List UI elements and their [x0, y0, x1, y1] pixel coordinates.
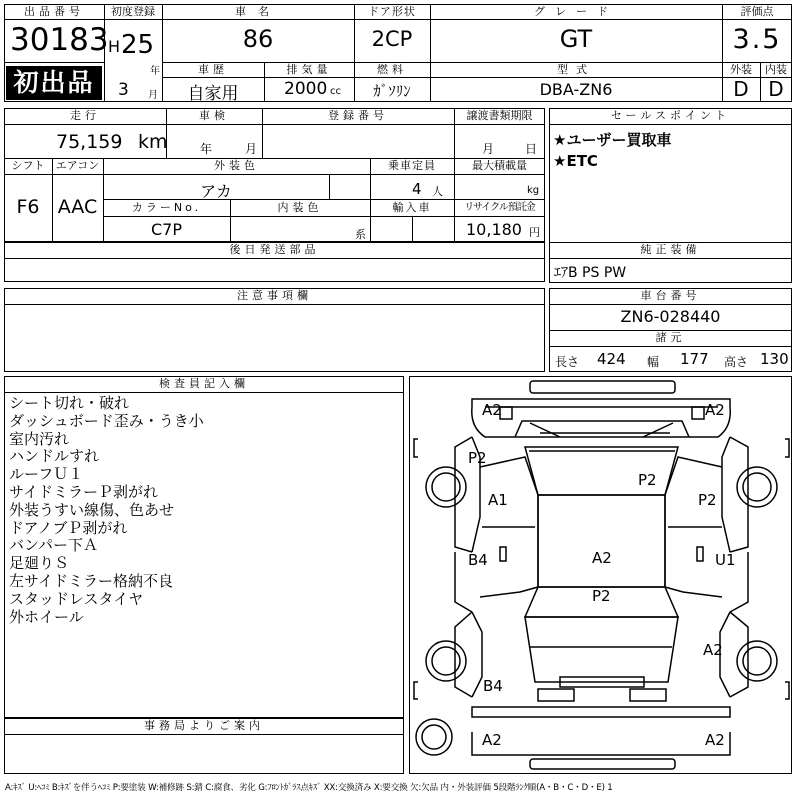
inspection-month-unit: 月 — [245, 142, 258, 156]
inspector-note: ダッシュボード歪み・うき小 — [9, 411, 204, 430]
capacity-label: 乗車定員 — [388, 159, 436, 172]
door-label: ドア形状 — [368, 5, 416, 18]
later-parts-label: 後日発送部品 — [229, 243, 320, 256]
color-no-label: カラーNo. — [131, 201, 202, 214]
chassis-label: 車台番号 — [640, 289, 701, 302]
first-reg-label: 初度登録 — [111, 5, 155, 18]
length-label: 長さ — [555, 355, 580, 369]
first-listing-badge: 初出品 — [6, 66, 102, 100]
width-label: 幅 — [647, 355, 660, 369]
load-unit: kg — [527, 185, 540, 196]
ac: AAC — [57, 196, 98, 218]
exterior-grade: D — [733, 77, 749, 101]
inspector-note: ドアノブＰ剥がれ — [9, 518, 128, 537]
inspector-note: ルーフＵ１ — [9, 465, 84, 484]
history-label: 車歴 — [198, 63, 228, 76]
ext-color: アカ — [200, 182, 232, 201]
damage-right-rear: A2 — [703, 641, 723, 659]
inspector-note: バンパー下Ａ — [9, 536, 98, 555]
details-block — [4, 108, 545, 242]
damage-roof: A2 — [592, 549, 612, 567]
shift: F6 — [16, 196, 40, 218]
fuel: ｶﾞｿﾘﾝ — [373, 82, 411, 100]
load-label: 最大積載量 — [472, 159, 527, 172]
displacement: 2000 — [284, 79, 328, 99]
history: 自家用 — [187, 84, 239, 104]
inspector-notes — [9, 395, 399, 626]
capacity: 4 — [412, 180, 422, 198]
damage-front-right: A2 — [705, 401, 725, 419]
interior-label: 内装 — [765, 63, 787, 76]
damage-hood-right: P2 — [638, 471, 657, 489]
lot-no-label: 出品番号 — [24, 5, 84, 18]
inspector-note: 足廻りＳ — [9, 554, 70, 573]
damage-right-fender: P2 — [698, 491, 717, 509]
recycle-label: リサイクル預託金 — [464, 202, 535, 213]
model-label: 型式 — [557, 63, 595, 76]
fuel-label: 燃料 — [377, 63, 407, 76]
import-label: 輸入車 — [392, 201, 432, 214]
damage-left-front-door: A1 — [488, 491, 508, 509]
era: H — [108, 37, 121, 56]
mileage: 75,159 — [56, 131, 123, 153]
reg-no-label: 登録番号 — [328, 109, 388, 122]
damage-left-door: B4 — [468, 551, 488, 569]
int-color-label: 内装色 — [277, 201, 323, 214]
score: 3.5 — [732, 24, 782, 55]
office-label: 事務局よりご案内 — [144, 719, 264, 732]
caution-label: 注意事項欄 — [237, 289, 312, 302]
inspector-note: シート切れ・破れ — [9, 394, 130, 412]
inspector-note: 室内汚れ — [9, 429, 70, 448]
legend: A:ｷｽﾞ U:ﾍｺﾐ B:ｷｽﾞを伴うﾍｺﾐ P:要塗装 W:補修跡 S:錆 C:腐食、劣化 G:ﾌﾛﾝﾄｶﾞﾗｽ点ｷｽﾞ XX:交換済み X:要交換 欠:欠品 内・外装評価 5段階ﾗﾝｸ順(A・B・C・D・E) 1 — [5, 783, 613, 793]
sales-points-label: セールスポイント — [610, 109, 730, 122]
reg-year-unit: 年 — [150, 66, 160, 77]
dims-label: 諸元 — [655, 331, 686, 344]
damage-right-door: U1 — [715, 551, 736, 569]
displacement-unit: cc — [330, 86, 341, 97]
grade-label: グレード — [534, 5, 618, 18]
equipment: ｴｱB PS PW — [554, 265, 627, 281]
ac-label: エアコン — [55, 159, 100, 172]
transfer-month-unit: 月 — [482, 142, 495, 156]
chassis-no: ZN6-028440 — [620, 307, 721, 326]
recycle-unit: 円 — [529, 226, 540, 239]
transfer-label: 譲渡書類期限 — [466, 109, 533, 122]
capacity-unit: 人 — [432, 185, 443, 198]
damage-left-rear: B4 — [483, 677, 503, 695]
mileage-label: 走行 — [70, 109, 100, 122]
int-color-suffix: 系 — [355, 228, 366, 241]
inspector-note: サイドミラーＰ剥がれ — [9, 482, 158, 501]
grade: GT — [559, 25, 593, 53]
damage-rear-left: A2 — [482, 731, 502, 749]
car-name-label: 車名 — [235, 5, 281, 18]
transfer-day-unit: 日 — [525, 142, 538, 156]
interior-grade: D — [768, 77, 784, 101]
width: 177 — [680, 350, 709, 368]
inspection-year-unit: 年 — [200, 142, 213, 156]
displacement-label: 排気量 — [286, 63, 332, 76]
inspector-note: 外ホイール — [9, 607, 84, 626]
shift-label: シフト — [11, 159, 45, 172]
reg-year: 25 — [121, 30, 155, 60]
car-name: 86 — [242, 25, 274, 53]
inspector-label: 検査員記入欄 — [159, 377, 249, 390]
damage-left-fender: P2 — [468, 449, 487, 467]
lot-no: 30183 — [10, 22, 109, 58]
inspection-label: 車検 — [199, 109, 229, 122]
height: 130 — [760, 350, 789, 368]
length: 424 — [597, 350, 626, 368]
damage-rear-right: A2 — [705, 731, 725, 749]
height-label: 高さ — [724, 355, 749, 369]
recycle: 10,180 — [466, 220, 522, 239]
color-no: C7P — [151, 220, 182, 239]
damage-trunk: P2 — [592, 587, 611, 605]
car-outline — [410, 377, 793, 775]
exterior-label: 外装 — [730, 63, 752, 76]
car-diagram — [409, 376, 792, 774]
inspector-note: 外装うすい線傷、色あせ — [9, 500, 175, 519]
sales-point-2: ★ETC — [553, 152, 598, 170]
ext-color-label: 外装色 — [214, 159, 259, 172]
reg-month-unit: 月 — [148, 90, 158, 101]
sales-point-1: ★ユーザー買取車 — [553, 131, 672, 149]
score-label: 評価点 — [740, 5, 774, 18]
equipment-label: 純正装備 — [640, 243, 701, 256]
inspector-note: スタッドレスタイヤ — [9, 589, 144, 608]
damage-front-left: A2 — [482, 401, 502, 419]
model: DBA-ZN6 — [539, 80, 613, 99]
reg-month: 3 — [118, 80, 129, 100]
mileage-unit: km — [138, 131, 168, 153]
inspector-note: ハンドルすれ — [9, 447, 100, 466]
door: 2CP — [371, 27, 413, 51]
inspector-note: 左サイドミラー格納不良 — [9, 571, 173, 590]
